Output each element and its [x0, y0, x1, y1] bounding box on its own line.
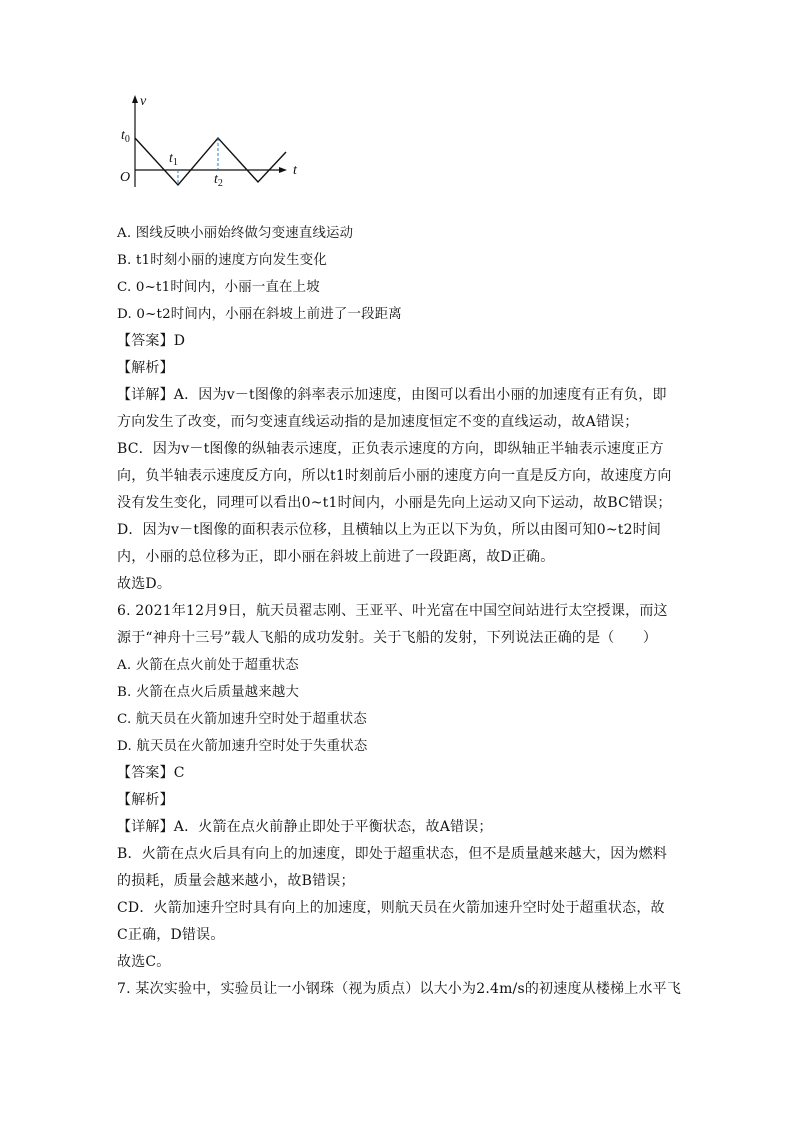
t-axis-label: t [293, 163, 297, 178]
explanation-line: CD．火箭加速升空时具有向上的加速度，则航天员在火箭加速升空时处于超重状态，故 [117, 900, 665, 916]
option-a: A. 火箭在点火前处于超重状态 [117, 658, 299, 673]
question-6-stem: 源于“神舟十三号”载人飞船的成功发射。关于飞船的发射，下列说法正确的是（ ） [117, 630, 658, 646]
v-axis-label: v [140, 94, 147, 109]
explanation-line: 内，小丽的总位移为正，即小丽在斜坡上前进了一段距离，故D正确。 [117, 549, 555, 565]
explanation-line: 的损耗，质量会越来越小，故B错误； [117, 873, 355, 889]
answer-label: 【答案】D [117, 333, 186, 349]
explanation-line: 方向发生了改变，而匀变速直线运动指的是加速度恒定不变的直线运动，故A错误； [117, 414, 639, 430]
velocity-line [135, 138, 286, 185]
v-axis-arrow [132, 95, 138, 103]
document-body [117, 220, 682, 1003]
option-c: C. 航天员在火箭加速升空时处于超重状态 [117, 712, 367, 727]
explanation-line: D．因为v－t图像的面积表示位移，且横轴以上为正以下为负，所以由图可知0~t2时间 [117, 522, 662, 538]
explanation-line: 向，负半轴表示速度反方向，所以t1时刻前后小丽的速度方向一直是反方向，故速度方向 [117, 468, 672, 484]
conclusion-line: 故选C。 [117, 954, 171, 970]
option-d: D. 0~t2时间内，小丽在斜坡上前进了一段距离 [117, 307, 402, 322]
option-b: B. 火箭在点火后质量越来越大 [117, 685, 300, 700]
t1-label: $t_1$ [169, 151, 178, 168]
analysis-label: 【解析】 [117, 792, 174, 808]
velocity-time-graph [112, 92, 312, 192]
explanation-line: C正确，D错误。 [117, 927, 225, 943]
question-7-stem: 7. 某次实验中，实验员让一小钢珠（视为质点）以大小为2.4m/s的初速度从楼梯上水平飞 [117, 981, 682, 997]
t-axis-arrow [279, 167, 287, 173]
origin-label: O [120, 170, 131, 185]
explanation-line: 没有发生变化，同理可以看出0~t1时间内，小丽是先向上运动又向下运动，故BC错误； [117, 495, 672, 511]
explanation-line: B．火箭在点火后具有向上的加速度，即处于超重状态，但不是质量越来越大，因为燃料 [117, 846, 668, 862]
option-c: C. 0~t1时间内，小丽一直在上坡 [117, 280, 320, 295]
t2-label: $t_2$ [214, 172, 223, 189]
analysis-label: 【解析】 [117, 360, 174, 376]
question-6-stem: 6. 2021年12月9日，航天员翟志刚、王亚平、叶光富在中国空间站进行太空授课，而这 [117, 603, 668, 619]
explanation-line: 【详解】A．因为v－t图像的斜率表示加速度，由图可以看出小丽的加速度有正有负，即 [117, 387, 667, 403]
option-d: D. 航天员在火箭加速升空时处于失重状态 [117, 739, 368, 754]
option-a: A. 图线反映小丽始终做匀变速直线运动 [117, 226, 354, 241]
option-b: B. t1时刻小丽的速度方向发生变化 [117, 253, 327, 268]
answer-label: 【答案】C [117, 765, 185, 781]
explanation-line: 【详解】A．火箭在点火前静止即处于平衡状态，故A错误； [117, 819, 493, 835]
t0-label: $t_0$ [121, 128, 130, 145]
explanation-line: BC．因为v－t图像的纵轴表示速度，正负表示速度的方向，即纵轴正半轴表示速度正方 [117, 441, 664, 457]
conclusion-line: 故选D。 [117, 576, 172, 592]
